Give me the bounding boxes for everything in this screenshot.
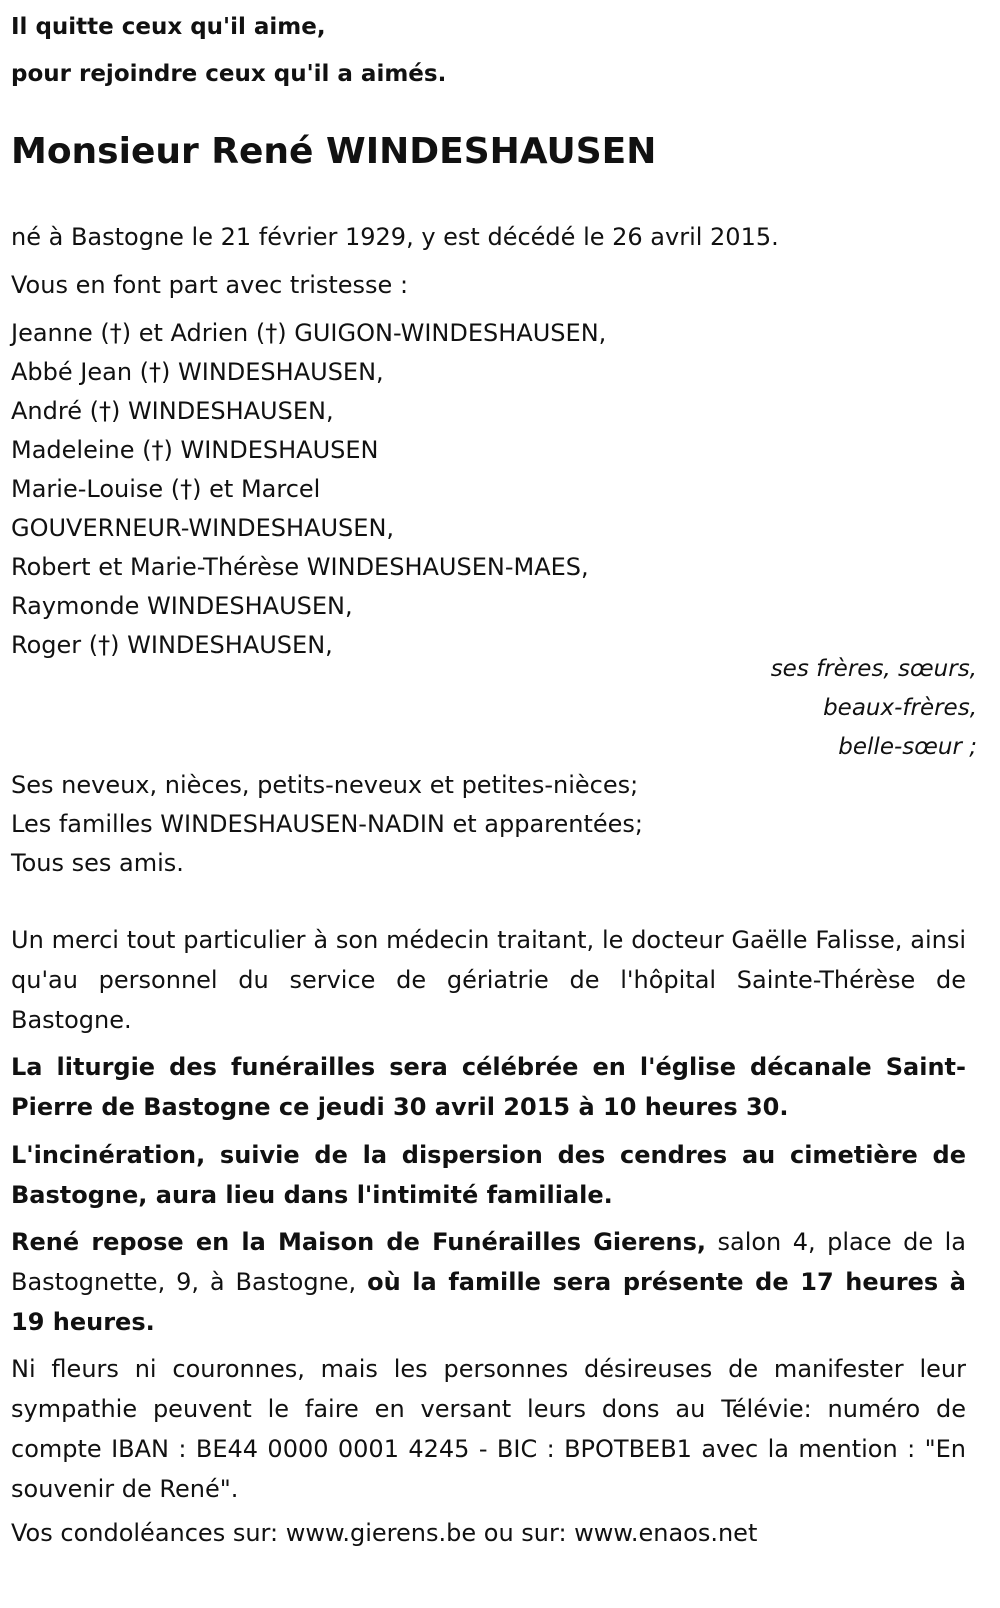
intro-line-1: Il quitte ceux qu'il aime, [11,14,326,40]
condolences-line: Vos condoléances sur: www.gierens.be ou sur: www.enaos.net [11,1519,758,1547]
others-line: Les familles WINDESHAUSEN-NADIN et apparentées; [11,810,644,838]
relation-line: beaux-frères, [823,695,977,721]
deceased-name: Monsieur René WINDESHAUSEN [11,131,657,172]
repose-location: René repose en la Maison de Funérailles Gierens, [11,1228,707,1256]
repose-visiting-hours: où la famille sera présente de 17 heures à 19 heures. [11,1268,966,1336]
others-line: Tous ses amis. [11,849,184,877]
sibling-line: Jeanne (†) et Adrien (†) GUIGON-WINDESHAUSEN, [11,319,607,347]
incineration-paragraph: L'incinération, suivie de la dispersion des cendres au cimetière de Bastogne, aura lieu dans l'intimité familiale. [11,1141,966,1209]
sibling-line: Robert et Marie-Thérèse WINDESHAUSEN-MAES, [11,553,589,581]
sibling-line: André (†) WINDESHAUSEN, [11,397,334,425]
repose-paragraph [11,1222,966,1342]
intro-line-2: pour rejoindre ceux qu'il a aimés. [11,61,447,87]
relation-line: ses frères, sœurs, [770,656,977,682]
flowers-paragraph: Ni fleurs ni couronnes, mais les personnes désireuses de manifester leur sympathie peuvent le faire en versant leurs dons au Télévie: numéro de compte IBAN : BE44 0000 0001 4245 - BIC : BPOTBEB1 avec la mention : "En souvenir de René". [11,1355,966,1503]
sibling-line: Roger (†) WINDESHAUSEN, [11,631,333,659]
sibling-line: Raymonde WINDESHAUSEN, [11,592,353,620]
liturgy-paragraph: La liturgie des funérailles sera célébrée en l'église décanale Saint-Pierre de Bastogne ce jeudi 30 avril 2015 à 10 heures 30. [11,1053,966,1121]
relation-line: belle-sœur ; [838,734,977,760]
others-line: Ses neveux, nièces, petits-neveux et petites-nièces; [11,771,639,799]
sibling-line: Madeleine (†) WINDESHAUSEN [11,436,379,464]
sibling-line: Marie-Louise (†) et Marcel [11,475,321,503]
repose-address: salon 4, place de la Bastognette, 9, à Bastogne, [11,1228,967,1296]
thanks-paragraph: Un merci tout particulier à son médecin traitant, le docteur Gaëlle Falisse, ainsi qu'au personnel du service de gériatrie de l'hôpital Sainte-Thérèse de Bastogne. [11,926,966,1034]
sibling-line: GOUVERNEUR-WINDESHAUSEN, [11,514,395,542]
announcement-line: Vous en font part avec tristesse : [11,271,409,299]
birth-death-line: né à Bastogne le 21 février 1929, y est décédé le 26 avril 2015. [11,223,779,251]
sibling-line: Abbé Jean (†) WINDESHAUSEN, [11,358,384,386]
